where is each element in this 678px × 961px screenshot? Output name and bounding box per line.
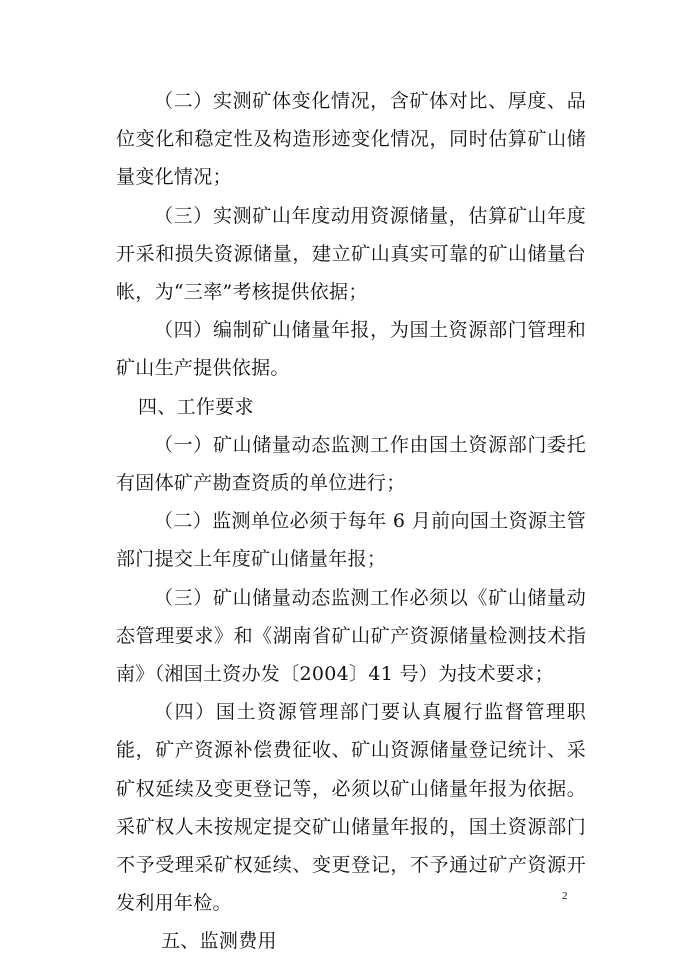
requirement-item-2: （二）监测单位必须于每年 6 月前向国土资源主管部门提交上年度矿山储量年报； xyxy=(116,510,586,571)
requirement-item-3: （三）矿山储量动态监测工作必须以《矿山储量动态管理要求》和《湖南省矿山矿产资源储量检测技术指南》（湘国土资办发〔2004〕41 号）为技术要求； xyxy=(116,586,586,686)
paragraph-item-4: （四）编制矿山储量年报，为国土资源部门管理和矿山生产提供依据。 xyxy=(116,319,586,380)
paragraph-item-2: （二）实测矿体变化情况，含矿体对比、厚度、品位变化和稳定性及构造形迹变化情况，同时估算矿山储量变化情况； xyxy=(116,90,586,189)
page-number: 2 xyxy=(562,890,568,902)
section-heading-work-requirements: 四、工作要求 xyxy=(138,395,254,418)
requirement-item-4: （四）国土资源管理部门要认真履行监督管理职能，矿产资源补偿费征收、矿山资源储量登记统计、采矿权延续及变更登记等，必须以矿山储量年报为依据。采矿权人未按规定提交矿山储量年报的，国土资源部门不予受理采矿权延续、变更登记，不予通过矿产资源开发利用年检。 xyxy=(116,701,586,915)
document-body xyxy=(116,82,586,961)
requirement-item-1: （一）矿山储量动态监测工作由国土资源部门委托有固体矿产勘查资质的单位进行； xyxy=(116,433,586,495)
section-heading-monitoring-fees: 五、监测费用 xyxy=(161,930,277,953)
paragraph-item-3: （三）实测矿山年度动用资源储量，估算矿山年度开采和损失资源储量，建立矿山真实可靠的矿山储量台帐，为“三率”考核提供依据； xyxy=(116,204,586,304)
